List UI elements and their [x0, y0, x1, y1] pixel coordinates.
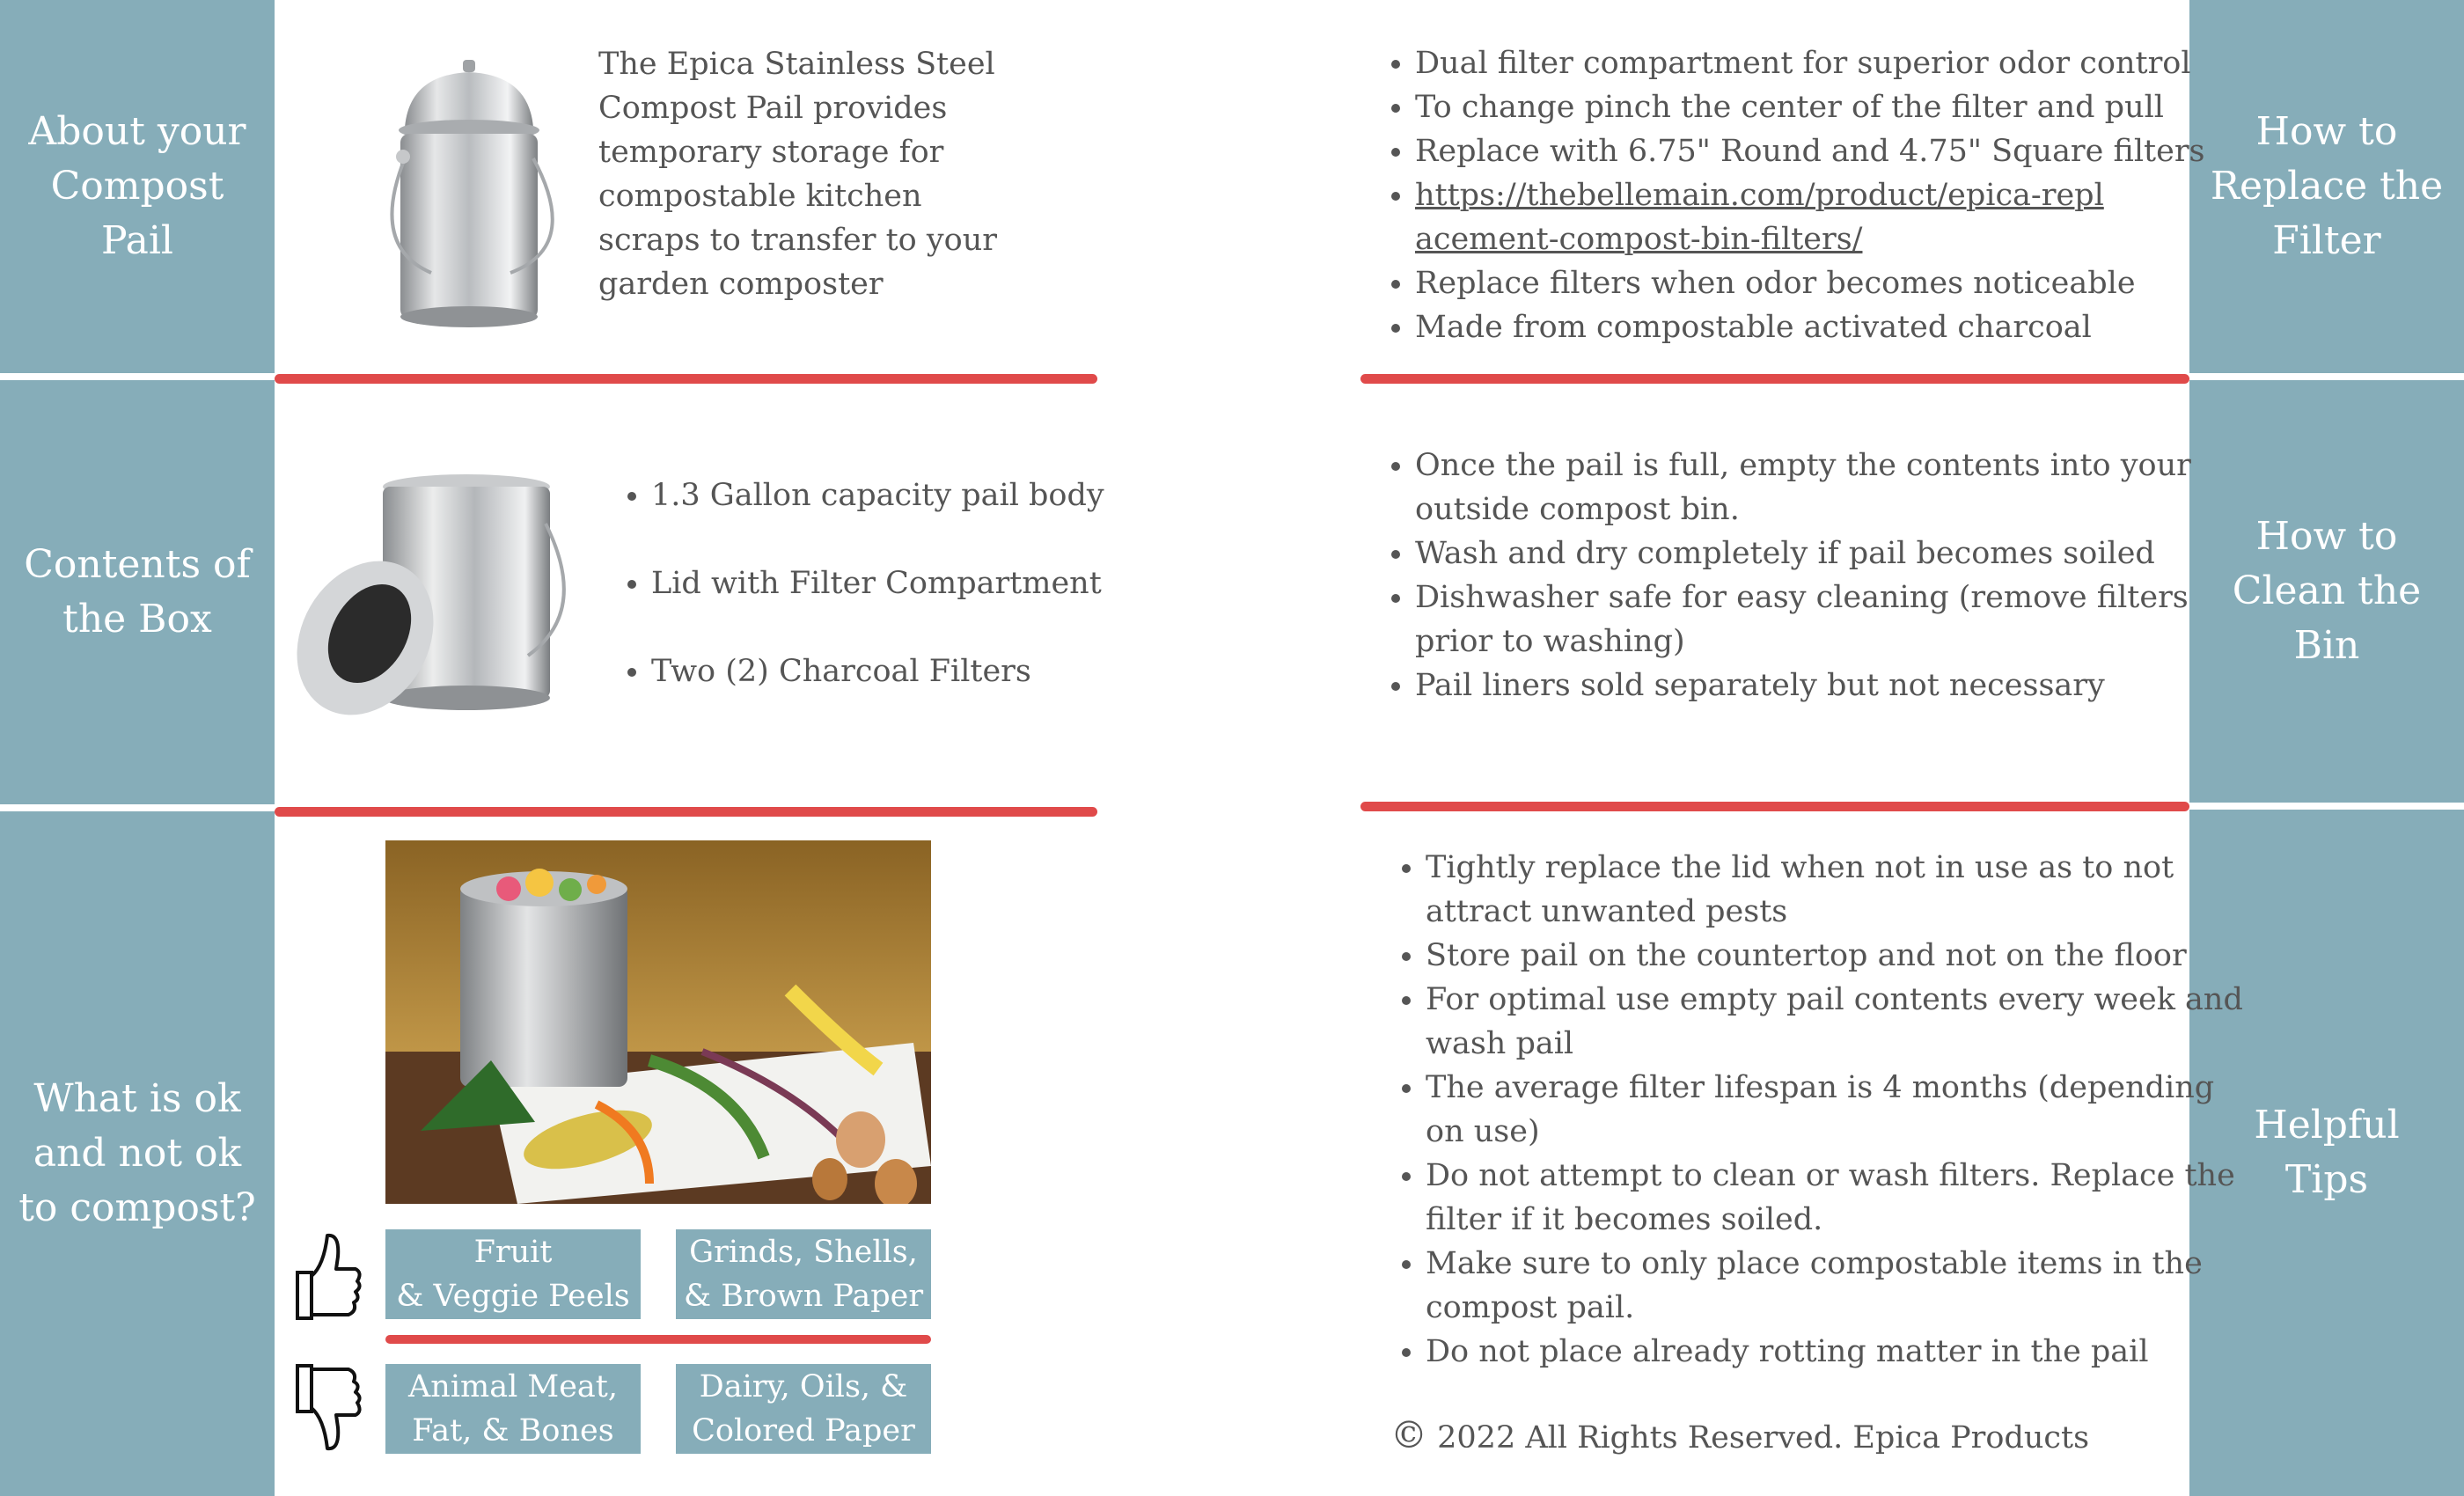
list-item: • The average filter lifespan is 4 months (depending on use)	[1426, 1066, 2244, 1154]
list-item: • Make sure to only place compostable items in the compost pail.	[1426, 1242, 2244, 1330]
list-item	[1415, 173, 2244, 261]
list-item: • Wash and dry completely if pail becomes soiled	[1415, 532, 2244, 576]
divider-left-1	[275, 374, 1097, 384]
label-about-pail: About your Compost Pail	[28, 109, 246, 263]
about-description: The Epica Stainless Steel Compost Pail provides temporary storage for compostable kitchen scraps to transfer to your garden composter	[598, 47, 997, 302]
divider-right-2	[1360, 802, 2189, 811]
label-clean-bin: How to Clean the Bin	[2232, 514, 2422, 668]
helpful-tips-list	[1371, 846, 2244, 1374]
copyright-notice	[1390, 1413, 2182, 1460]
replace-filter-list	[1360, 41, 2244, 349]
thumbs-down-icon	[292, 1362, 363, 1454]
divider-ok-notok	[385, 1335, 931, 1344]
list-item: • Replace filters when odor becomes noticeable	[1415, 261, 2244, 305]
list-item: • Tightly replace the lid when not in use as to not attract unwanted pests	[1426, 846, 2244, 934]
copyright-icon: ©	[1390, 1413, 1427, 1456]
tag-grinds-shells: Grinds, Shells, & Brown Paper	[676, 1229, 931, 1319]
compost-scraps-photo	[385, 840, 931, 1204]
copyright-text: 2022 All Rights Reserved. Epica Products	[1437, 1420, 2090, 1456]
label-replace-filter: How to Replace the Filter	[2210, 109, 2444, 263]
tag-fruit-veggie: Fruit & Veggie Peels	[385, 1229, 641, 1319]
clean-bin-list	[1360, 444, 2244, 708]
tag-animal-meat: Animal Meat, Fat, & Bones	[385, 1364, 641, 1454]
right-separator-1	[2189, 373, 2464, 380]
left-separator-2	[0, 804, 275, 811]
pail-with-lid-image	[290, 471, 581, 726]
list-item: • Do not attempt to clean or wash filters. Replace the filter if it becomes soiled.	[1426, 1154, 2244, 1242]
divider-left-2	[275, 807, 1097, 817]
list-item: • For optimal use empty pail contents every week and wash pail	[1426, 978, 2244, 1066]
contents-list	[597, 473, 1153, 693]
list-item: • Made from compostable activated charcoal	[1415, 305, 2244, 349]
list-item: • Pail liners sold separately but not necessary	[1415, 664, 2244, 708]
list-item: • Lid with Filter Compartment	[651, 561, 1153, 605]
list-item: • 1.3 Gallon capacity pail body	[651, 473, 1153, 517]
label-helpful-tips: Helpful Tips	[2254, 1103, 2400, 1202]
divider-right-1	[1360, 374, 2189, 384]
list-item: • Do not place already rotting matter in the pail	[1426, 1330, 2244, 1374]
list-item: • Store pail on the countertop and not on the floor	[1426, 934, 2244, 978]
list-item: • Dual filter compartment for superior odor control	[1415, 41, 2244, 85]
list-item: • To change pinch the center of the filter and pull	[1415, 85, 2244, 129]
list-item: • Two (2) Charcoal Filters	[651, 649, 1153, 693]
left-separator-1	[0, 373, 275, 380]
right-separator-2	[2189, 803, 2464, 810]
compost-pail-image	[378, 53, 563, 334]
thumbs-up-icon	[292, 1230, 363, 1322]
list-item: • Dishwasher safe for easy cleaning (remove filters prior to washing)	[1415, 576, 2244, 664]
list-item: • Once the pail is full, empty the contents into your outside compost bin.	[1415, 444, 2244, 532]
tag-dairy-oils: Dairy, Oils, & Colored Paper	[676, 1364, 931, 1454]
label-ok-to-compost: What is ok and not ok to compost?	[18, 1076, 256, 1230]
list-item: • Replace with 6.75" Round and 4.75" Square filters	[1415, 129, 2244, 173]
filter-product-link[interactable]: https://thebellemain.com/product/epica-replacement-compost-bin-filters/	[1415, 178, 2104, 257]
label-contents-box: Contents of the Box	[24, 542, 251, 642]
